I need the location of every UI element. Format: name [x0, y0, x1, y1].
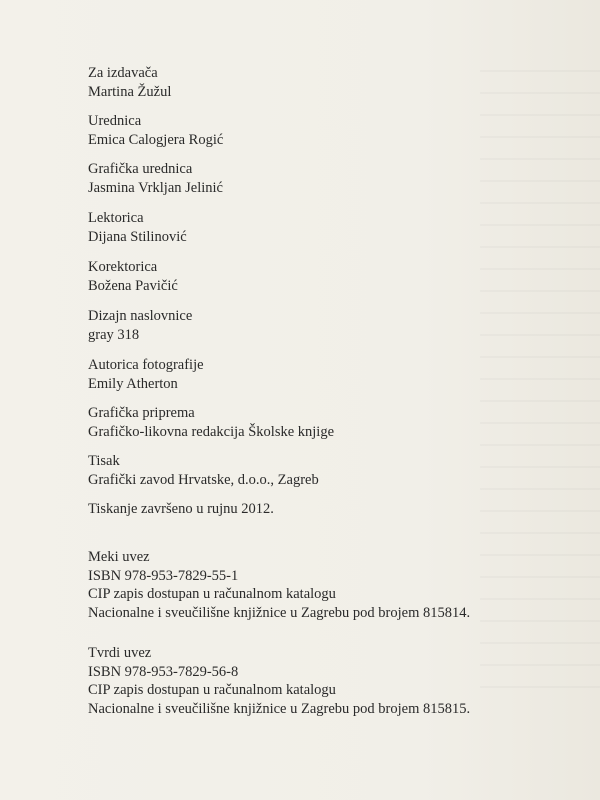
cover-design-block — [88, 307, 192, 344]
language-editor-name: Dijana Stilinović — [88, 228, 187, 245]
printer-label: Tisak — [88, 453, 120, 469]
cover-design-label: Dizajn naslovnice — [88, 308, 193, 324]
editor-label: Urednica — [88, 113, 142, 129]
graphic-editor-label: Grafička urednica — [88, 161, 193, 177]
paperback-isbn: ISBN 978-953-7829-55-1 — [88, 567, 239, 584]
photographer-label: Autorica fotografije — [88, 357, 204, 373]
graphic-editor-name: Jasmina Vrkljan Jelinić — [88, 179, 223, 196]
printer-block — [88, 452, 319, 489]
hardcover-title: Tvrdi uvez — [88, 645, 152, 661]
hardcover-cip: CIP zapis dostupan u računalnom katalogu — [88, 682, 336, 698]
editor-name: Emica Calogjera Rogić — [88, 131, 224, 148]
show-through-texture — [480, 70, 600, 690]
prepress-label: Grafička priprema — [88, 405, 195, 421]
print-date: Tiskanje završeno u rujnu 2012. — [88, 501, 274, 517]
graphic-editor-block — [88, 160, 223, 197]
paperback-block — [88, 548, 470, 622]
hardcover-block — [88, 644, 470, 718]
publisher-rep-name: Martina Žužul — [88, 83, 172, 100]
publisher-rep-block — [88, 64, 171, 101]
language-editor-label: Lektorica — [88, 210, 144, 226]
editor-block — [88, 112, 223, 149]
printer-name: Grafički zavod Hrvatske, d.o.o., Zagreb — [88, 471, 319, 488]
hardcover-library: Nacionalne i sveučilišne knjižnice u Zagrebu pod brojem 815815. — [88, 700, 471, 717]
photographer-name: Emily Atherton — [88, 375, 178, 392]
paperback-title: Meki uvez — [88, 549, 150, 565]
publisher-rep-label: Za izdavača — [88, 65, 158, 81]
prepress-name: Grafičko-likovna redakcija Školske knjige — [88, 423, 335, 440]
prepress-block — [88, 404, 334, 441]
paperback-library: Nacionalne i sveučilišne knjižnice u Zagrebu pod brojem 815814. — [88, 604, 471, 621]
proofreader-label: Korektorica — [88, 259, 158, 275]
paperback-cip: CIP zapis dostupan u računalnom katalogu — [88, 586, 336, 602]
print-date-block — [88, 500, 274, 519]
cover-design-name: gray 318 — [88, 326, 140, 343]
hardcover-isbn: ISBN 978-953-7829-56-8 — [88, 663, 239, 680]
language-editor-block — [88, 209, 187, 246]
proofreader-name: Božena Pavičić — [88, 277, 178, 294]
photographer-block — [88, 356, 204, 393]
proofreader-block — [88, 258, 178, 295]
